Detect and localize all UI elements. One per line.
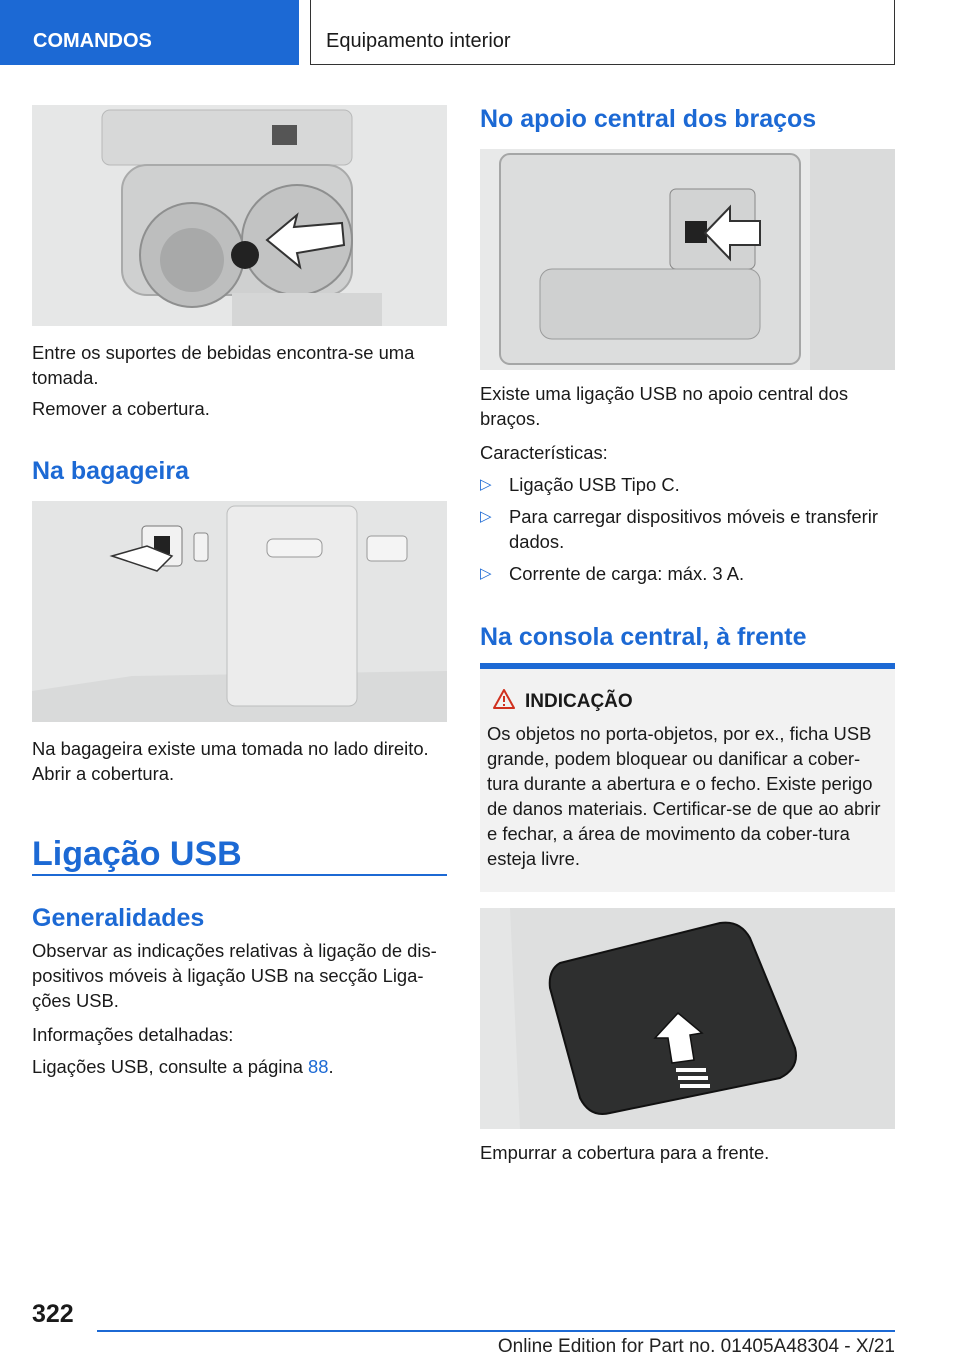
info-label: Informações detalhadas: bbox=[32, 1024, 234, 1045]
figure-3-caption: Existe uma ligação USB no apoio central dos braços. bbox=[480, 383, 849, 429]
note-title: INDICAÇÃO bbox=[525, 691, 633, 712]
bullet-triangle-icon: ▷ bbox=[480, 565, 492, 582]
page-number: 322 bbox=[32, 1300, 74, 1328]
heading-armrest: No apoio central dos braços bbox=[480, 105, 817, 133]
note-text: Os objetos no porta-objetos, por ex., ficha USB grande, podem bloquear ou danificar a cober-tura durante a abertura e o fecho. Existe perigo de danos materiais. Certificar-se de que ao abrir e fechar, a área de movimento da cober-tura esteja livre. bbox=[487, 723, 881, 869]
heading-console: Na consola central, à frente bbox=[480, 623, 807, 651]
heading-bagageira: Na bagageira bbox=[32, 457, 190, 485]
feature-item bbox=[480, 472, 900, 497]
figure-2-caption: Na bagageira existe uma tomada no lado direito. bbox=[32, 738, 429, 759]
figure-console-cover bbox=[480, 908, 895, 1129]
generalidades-text: Observar as indicações relativas à ligação de dis-positivos móveis à ligação USB na secção Liga-ções USB. bbox=[32, 940, 437, 1011]
heading-usb: Ligação USB bbox=[32, 835, 242, 873]
bullet-triangle-icon: ▷ bbox=[480, 476, 492, 493]
feature-item bbox=[480, 504, 900, 554]
figure-1-step: Remover a cobertura. bbox=[32, 398, 210, 419]
page-reference-suffix: . bbox=[328, 1056, 334, 1077]
feature-item bbox=[480, 561, 900, 586]
heading-usb-rule bbox=[32, 874, 447, 876]
page-reference-prefix: Ligações USB, consulte a página bbox=[32, 1056, 309, 1077]
page-reference-link[interactable]: 88 bbox=[308, 1056, 329, 1077]
footer-rule bbox=[97, 1330, 895, 1332]
figure-trunk-socket bbox=[32, 501, 447, 722]
feature-text: Para carregar dispositivos móveis e transferir dados. bbox=[509, 506, 878, 552]
feature-text: Ligação USB Tipo C. bbox=[509, 474, 680, 495]
feature-text: Corrente de carga: máx. 3 A. bbox=[509, 563, 745, 584]
warning-triangle-icon bbox=[493, 689, 515, 709]
page-reference bbox=[32, 1054, 447, 1079]
section-tab: COMANDOS bbox=[0, 0, 299, 65]
figure-1-caption: Entre os suportes de bebidas encontra-se uma tomada. bbox=[32, 342, 415, 388]
figure-2-step: Abrir a cobertura. bbox=[32, 763, 175, 784]
heading-generalidades: Generalidades bbox=[32, 904, 205, 932]
figure-4-caption: Empurrar a cobertura para a frente. bbox=[480, 1142, 770, 1163]
footer-edition: Online Edition for Part no. 01405A48304 - X/21 bbox=[497, 1336, 895, 1357]
features-label: Características: bbox=[480, 442, 608, 463]
figure-armrest-usb bbox=[480, 149, 895, 370]
warning-note bbox=[480, 669, 895, 892]
bullet-triangle-icon: ▷ bbox=[480, 508, 492, 525]
figure-cupholder-socket bbox=[32, 105, 447, 326]
chapter-title: Equipamento interior bbox=[310, 0, 895, 65]
